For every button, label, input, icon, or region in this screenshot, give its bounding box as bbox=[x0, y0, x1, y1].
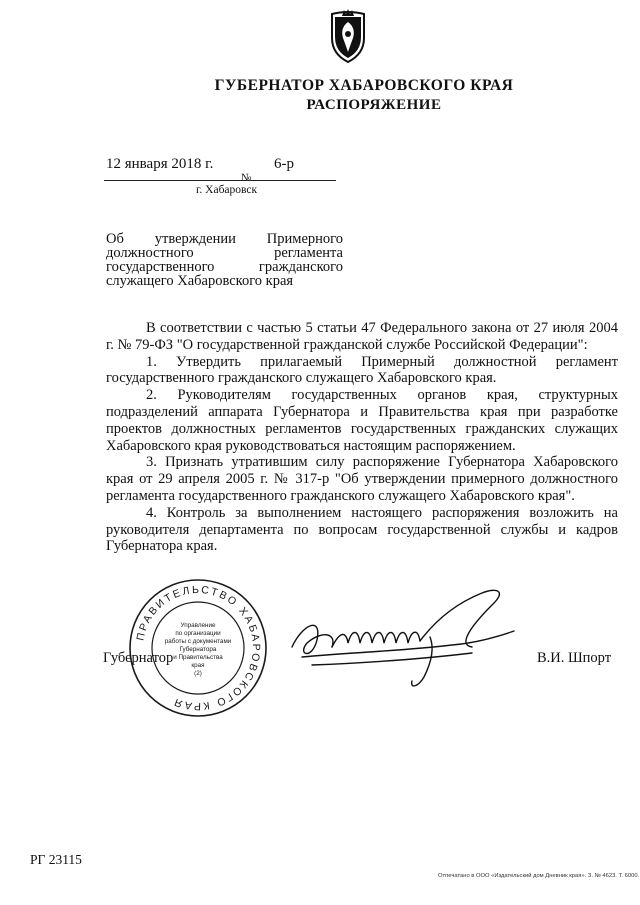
body-paragraph-3: 3. Признать утратившим силу распоряжение Губернатора Хабаровского края от 29 апреля 2005 г. № 317-р "Об утверждении примерного должностного регламента государственного гражданского служащего Хабаровского края". bbox=[106, 454, 618, 504]
stamp-line: и Правительства bbox=[173, 654, 223, 661]
signatory-name: В.И. Шпорт bbox=[537, 650, 612, 666]
stamp-line: края bbox=[191, 662, 205, 669]
stamp-ring-text: ПРАВИТЕЛЬСТВО ХАБАРОВСКОГО КРАЯ bbox=[134, 583, 263, 713]
signatory-role: Губернатор bbox=[103, 650, 174, 666]
date-underline bbox=[104, 180, 336, 181]
stamp-line: (2) bbox=[194, 670, 202, 677]
handwritten-signature bbox=[282, 585, 522, 695]
printer-note: Отпечатано в ООО «Издательский дом Дневник края». З. № 4623. Т. 6000. bbox=[438, 873, 640, 879]
stamp-line: работы с документами bbox=[164, 638, 232, 645]
coat-of-arms-emblem bbox=[326, 8, 370, 64]
form-serial-number: РГ 23115 bbox=[30, 852, 82, 867]
organization-title: ГУБЕРНАТОР ХАБАРОВСКОГО КРАЯ bbox=[214, 77, 514, 94]
number-label: № bbox=[241, 172, 252, 184]
document-body bbox=[106, 320, 618, 555]
official-stamp bbox=[127, 577, 269, 719]
document-date: 12 января 2018 г. bbox=[106, 156, 214, 172]
document-number: 6-р bbox=[274, 156, 294, 172]
stamp-line: Управление bbox=[180, 622, 216, 629]
body-paragraph-2: 2. Руководителям государственных органов края, структурных подразделений аппарата Губернатора и Правительства края при разработке проектов должностных регламентов государственных гражданских служащих Хабаровского края руководствоваться настоящим распоряжением. bbox=[106, 387, 618, 454]
body-paragraph-4: 4. Контроль за выполнением настоящего распоряжения возложить на руководителя департамента по вопросам государственной службы и кадров Губернатора края. bbox=[106, 504, 618, 555]
body-paragraph-preamble: В соответствии с частью 5 статьи 47 Федерального закона от 27 июля 2004 г. № 79-ФЗ "О государственной гражданской службе Российской Федерации": bbox=[106, 320, 618, 353]
stamp-line: по организации bbox=[175, 630, 221, 637]
document-city: г. Хабаровск bbox=[196, 184, 258, 196]
stamp-line: Губернатора bbox=[179, 646, 217, 653]
body-paragraph-1: 1. Утвердить прилагаемый Примерный должностной регламент государственного гражданского служащего Хабаровского края. bbox=[106, 353, 618, 387]
document-type-title: РАСПОРЯЖЕНИЕ bbox=[306, 97, 442, 113]
document-subject: Об утверждении Примерного должностного регламента государственного гражданского служащего Хабаровского края bbox=[106, 231, 343, 289]
